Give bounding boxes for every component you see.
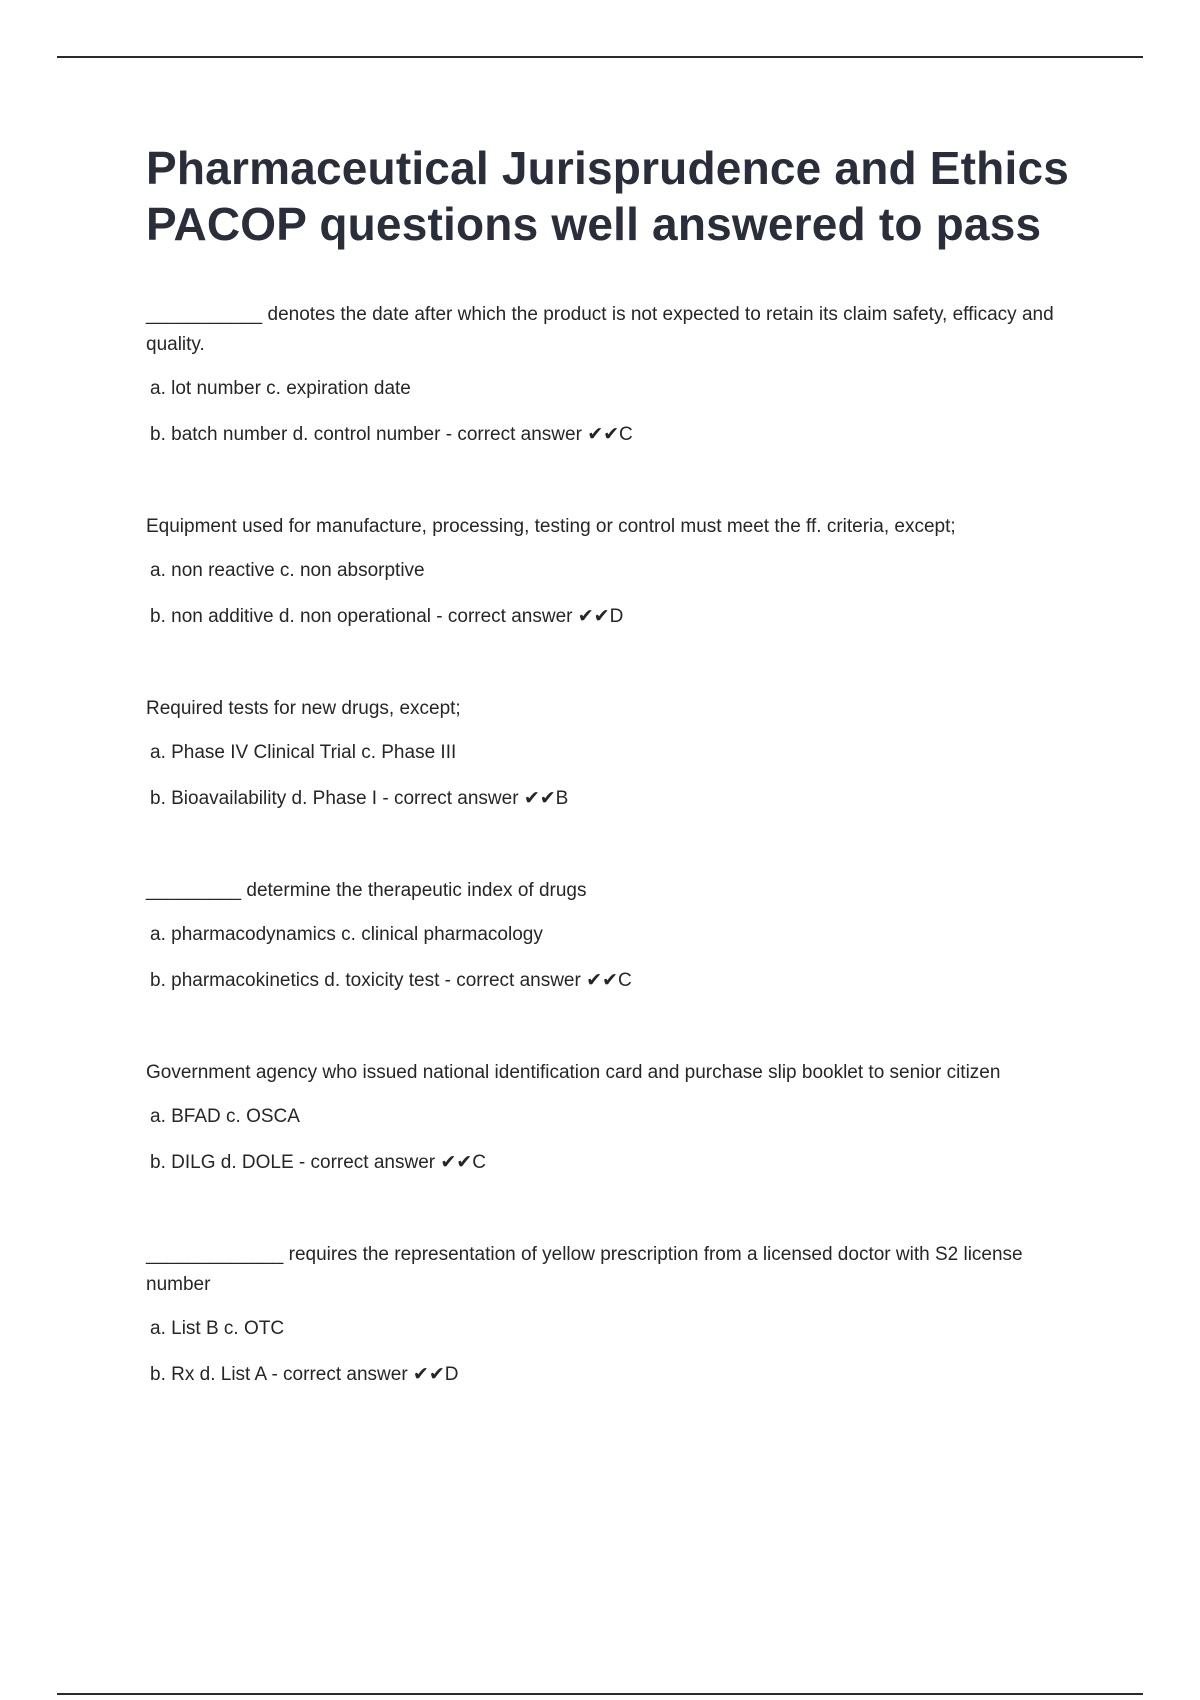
option-line: a. non reactive c. non absorptive — [150, 560, 425, 581]
answer-line: b. batch number d. control number - correct answer ✔✔C — [150, 424, 633, 445]
answer-line: b. DILG d. DOLE - correct answer ✔✔C — [150, 1152, 486, 1173]
question-text: _____________ requires the representation of yellow prescription from a licensed doctor with S2 license number — [146, 1244, 1023, 1295]
document-title: Pharmaceutical Jurisprudence and Ethics PACOP questions well answered to pass — [146, 142, 1070, 250]
answer-line: b. Bioavailability d. Phase I - correct answer ✔✔B — [150, 788, 569, 809]
top-divider — [57, 56, 1143, 58]
option-line: a. BFAD c. OSCA — [150, 1106, 300, 1127]
document-body — [146, 140, 1086, 1452]
option-line: a. List B c. OTC — [150, 1318, 285, 1339]
question-block — [146, 512, 1086, 632]
question-block — [146, 1240, 1086, 1390]
option-line: a. lot number c. expiration date — [150, 378, 411, 399]
question-text: Required tests for new drugs, except; — [146, 698, 461, 719]
question-block — [146, 1058, 1086, 1178]
option-line: a. Phase IV Clinical Trial c. Phase III — [150, 742, 457, 763]
question-block — [146, 876, 1086, 996]
question-text: _________ determine the therapeutic index of drugs — [146, 880, 587, 901]
question-block — [146, 694, 1086, 814]
answer-line: b. Rx d. List A - correct answer ✔✔D — [150, 1364, 459, 1385]
question-text: ___________ denotes the date after which the product is not expected to retain its claim safety, efficacy and quality. — [146, 304, 1054, 355]
question-text: Equipment used for manufacture, processing, testing or control must meet the ff. criteria, except; — [146, 516, 956, 537]
option-line: a. pharmacodynamics c. clinical pharmacology — [150, 924, 543, 945]
answer-line: b. non additive d. non operational - correct answer ✔✔D — [150, 606, 624, 627]
question-text: Government agency who issued national identification card and purchase slip booklet to senior citizen — [146, 1062, 1001, 1083]
question-block — [146, 300, 1086, 450]
bottom-divider — [57, 1693, 1143, 1695]
answer-line: b. pharmacokinetics d. toxicity test - correct answer ✔✔C — [150, 970, 632, 991]
